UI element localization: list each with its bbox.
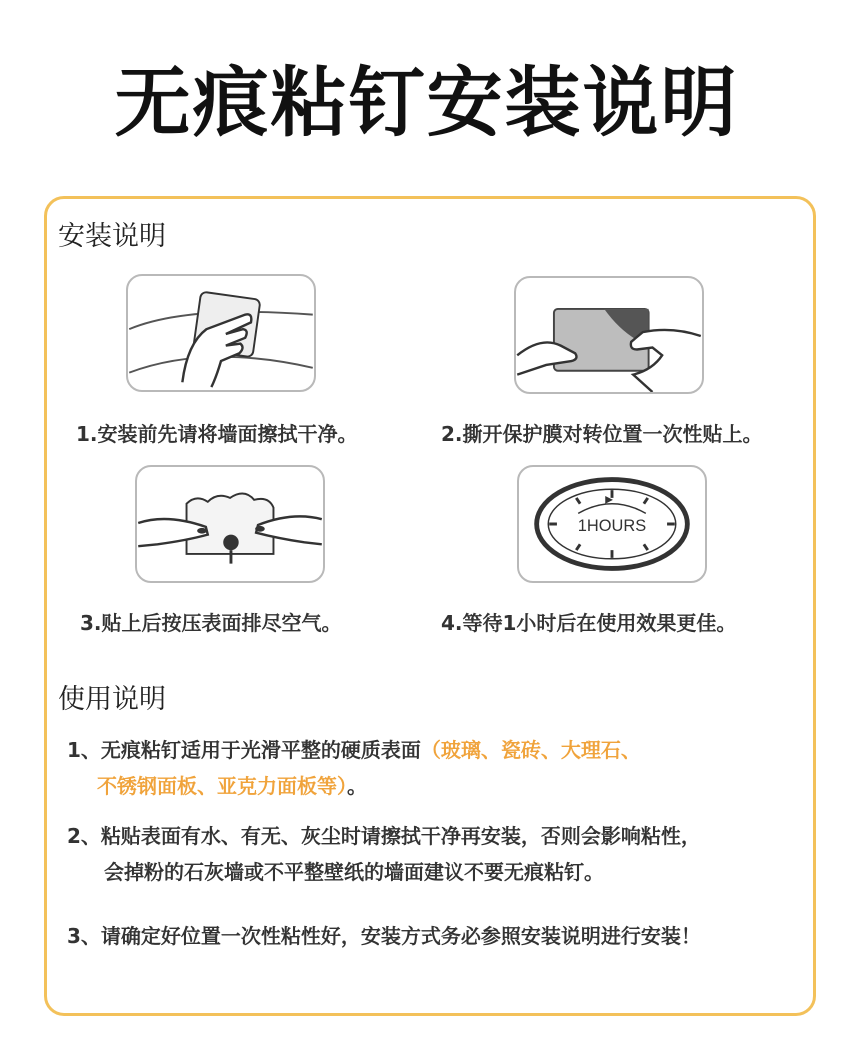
clock-icon: [517, 465, 707, 583]
step-4-caption: 4.等待1小时后在使用效果更佳。: [441, 611, 737, 635]
peel-film-icon: [514, 276, 704, 394]
usage-item-3: 3、请确定好位置一次性粘性好，安装方式务必参照安装说明进行安装！: [67, 924, 701, 948]
usage-item-1-prefix: 1、无痕粘钉适用于光滑平整的硬质表面: [67, 738, 421, 762]
usage-item-2-line-2: 会掉粉的石灰墙或不平整壁纸的墙面建议不要无痕粘钉。: [104, 860, 604, 884]
usage-item-1-suffix: 。: [347, 774, 367, 798]
usage-item-1-line-1: [67, 732, 641, 768]
step-3-caption: 3.贴上后按压表面排尽空气。: [80, 611, 342, 635]
clock-label: 1HOURS: [577, 516, 647, 535]
step-1-caption: 1.安装前先请将墙面擦拭干净。: [76, 422, 358, 446]
usage-item-1-line-2: [97, 768, 367, 804]
usage-heading: 使用说明: [58, 684, 166, 715]
install-heading: 安装说明: [58, 221, 166, 252]
usage-item-1-highlight: （玻璃、瓷砖、大理石、: [420, 738, 641, 762]
usage-item-2-line-1: 2、粘贴表面有水、有无、灰尘时请擦拭干净再安装，否则会影响粘性，: [67, 824, 701, 848]
press-surface-icon: [135, 465, 325, 583]
usage-item-1-highlight-2: 不锈钢面板、亚克力面板等）: [97, 774, 347, 798]
page-title: 无痕粘钉安装说明: [114, 58, 739, 147]
wipe-wall-icon: [126, 274, 316, 392]
step-2-caption: 2.撕开保护膜对转位置一次性贴上。: [441, 422, 763, 446]
